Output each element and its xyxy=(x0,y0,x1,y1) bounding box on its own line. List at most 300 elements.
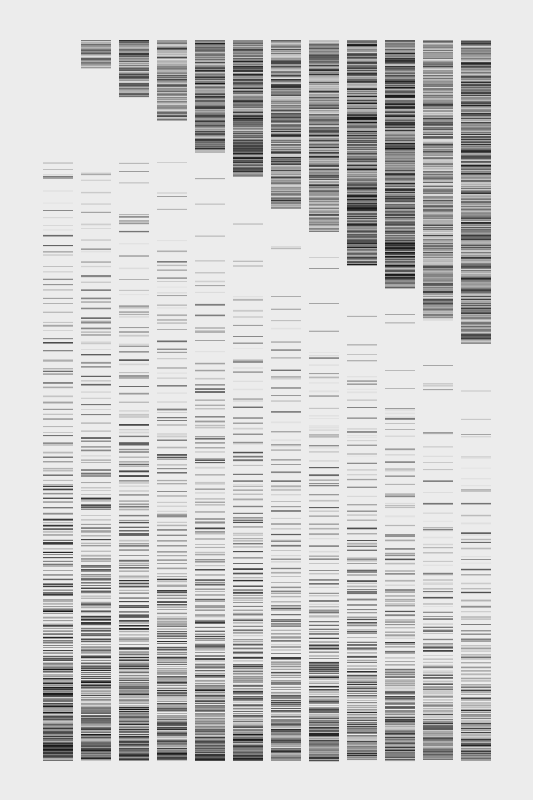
stripe xyxy=(385,760,415,761)
stripe xyxy=(461,757,491,758)
stripe xyxy=(309,538,339,539)
stripe xyxy=(423,76,453,77)
stripe xyxy=(119,60,149,61)
stripe xyxy=(385,99,415,100)
stripe xyxy=(43,746,73,747)
stripe xyxy=(271,349,301,350)
stripe xyxy=(271,602,301,603)
stripe xyxy=(43,565,73,566)
stripe xyxy=(119,749,149,750)
stripe xyxy=(81,676,111,677)
stripe xyxy=(309,213,339,214)
stripe xyxy=(233,668,263,669)
stripe xyxy=(233,130,263,131)
stripe xyxy=(347,445,377,446)
stripe xyxy=(347,119,377,120)
stripe xyxy=(347,205,377,206)
stripe xyxy=(385,171,415,172)
stripe xyxy=(157,420,187,421)
stripe xyxy=(119,290,149,291)
stripe xyxy=(43,507,73,508)
stripe xyxy=(385,87,415,88)
stripe xyxy=(271,672,301,674)
stripe xyxy=(309,600,339,602)
stripe xyxy=(195,569,225,570)
stripe xyxy=(423,561,453,562)
stripe xyxy=(119,45,149,46)
stripe xyxy=(461,80,491,81)
stripe xyxy=(423,275,453,276)
stripe xyxy=(385,217,415,218)
stripe xyxy=(423,744,453,745)
stripe xyxy=(233,590,263,591)
stripe xyxy=(271,136,301,137)
stripe xyxy=(195,82,225,83)
stripe xyxy=(461,195,491,196)
stripe xyxy=(423,216,453,217)
stripe xyxy=(271,717,301,718)
stripe xyxy=(157,680,187,681)
stripe xyxy=(423,193,453,194)
stripe xyxy=(461,317,491,318)
stripe xyxy=(119,567,149,568)
stripe xyxy=(271,704,301,706)
stripe xyxy=(385,44,415,45)
stripe xyxy=(423,205,453,206)
stripe xyxy=(423,160,453,161)
stripe xyxy=(385,58,415,59)
stripe xyxy=(347,722,377,723)
stripe xyxy=(195,607,225,609)
stripe xyxy=(385,139,415,140)
stripe xyxy=(119,88,149,89)
stripe xyxy=(157,251,187,253)
stripe xyxy=(423,78,453,79)
stripe xyxy=(43,601,73,602)
stripe xyxy=(43,592,73,594)
stripe xyxy=(271,180,301,181)
stripe xyxy=(385,683,415,685)
stripe xyxy=(461,670,491,672)
stripe xyxy=(385,620,415,621)
stripe xyxy=(195,73,225,74)
stripe xyxy=(81,474,111,476)
stripe xyxy=(385,75,415,76)
stripe xyxy=(195,140,225,141)
stripe xyxy=(81,729,111,730)
stripe xyxy=(233,540,263,541)
stripe xyxy=(271,633,301,635)
stripe xyxy=(195,544,225,545)
stripe xyxy=(423,574,453,575)
stripe xyxy=(81,342,111,344)
stripe xyxy=(461,216,491,217)
stripe xyxy=(271,541,301,542)
stripe xyxy=(81,688,111,689)
stripe xyxy=(119,520,149,521)
stripe xyxy=(385,52,415,53)
column-2-top-block xyxy=(81,40,111,68)
stripe xyxy=(233,606,263,607)
stripe xyxy=(385,710,415,711)
stripe xyxy=(233,577,263,578)
stripe xyxy=(309,507,339,508)
stripe xyxy=(157,57,187,58)
stripe xyxy=(461,206,491,207)
stripe xyxy=(119,61,149,62)
stripe xyxy=(385,183,415,184)
stripe xyxy=(309,729,339,730)
stripe xyxy=(347,660,377,662)
stripe xyxy=(43,685,73,687)
stripe xyxy=(271,138,301,139)
stripe xyxy=(423,143,453,144)
stripe xyxy=(271,187,301,188)
stripe xyxy=(157,601,187,603)
stripe xyxy=(119,78,149,79)
stripe xyxy=(309,760,339,762)
stripe xyxy=(119,693,149,695)
stripe xyxy=(461,340,491,341)
stripe xyxy=(461,646,491,647)
stripe xyxy=(119,307,149,308)
stripe xyxy=(347,729,377,730)
stripe xyxy=(461,759,491,760)
stripe xyxy=(347,738,377,739)
stripe xyxy=(157,758,187,759)
stripe xyxy=(385,252,415,253)
stripe xyxy=(347,742,377,743)
stripe xyxy=(119,79,149,80)
stripe xyxy=(271,695,301,697)
stripe xyxy=(81,225,111,226)
stripe xyxy=(119,461,149,462)
stripe xyxy=(195,427,225,429)
stripe xyxy=(195,50,225,51)
stripe xyxy=(271,73,301,74)
stripe xyxy=(119,470,149,472)
stripe xyxy=(119,614,149,616)
stripe xyxy=(43,642,73,644)
stripe xyxy=(385,219,415,220)
stripe xyxy=(195,610,225,611)
stripe xyxy=(347,258,377,259)
stripe xyxy=(43,590,73,591)
stripe xyxy=(385,646,415,647)
stripe xyxy=(423,218,453,219)
stripe xyxy=(309,52,339,53)
stripe xyxy=(43,338,73,339)
stripe xyxy=(271,201,301,202)
stripe xyxy=(233,717,263,718)
stripe xyxy=(309,80,339,81)
stripe xyxy=(347,625,377,627)
stripe xyxy=(119,740,149,741)
stripe xyxy=(385,128,415,129)
stripe xyxy=(309,115,339,116)
stripe xyxy=(423,96,453,97)
stripe xyxy=(195,147,225,148)
stripe xyxy=(385,737,415,738)
stripe xyxy=(385,685,415,686)
stripe xyxy=(461,314,491,315)
stripe xyxy=(81,713,111,714)
stripe xyxy=(43,729,73,730)
stripe xyxy=(195,677,225,678)
stripe xyxy=(347,58,377,59)
stripe xyxy=(309,631,339,632)
stripe xyxy=(461,147,491,148)
stripe xyxy=(347,251,377,252)
stripe xyxy=(81,555,111,557)
stripe xyxy=(309,125,339,126)
stripe xyxy=(43,522,73,523)
stripe xyxy=(461,44,491,45)
stripe xyxy=(233,82,263,83)
stripe xyxy=(119,720,149,722)
stripe xyxy=(271,131,301,132)
stripe xyxy=(43,717,73,718)
stripe xyxy=(195,728,225,729)
stripe xyxy=(195,523,225,524)
stripe xyxy=(461,271,491,272)
stripe xyxy=(423,113,453,114)
stripe xyxy=(43,266,73,267)
stripe xyxy=(157,638,187,639)
stripe xyxy=(309,646,339,647)
stripe xyxy=(347,87,377,88)
stripe xyxy=(347,716,377,717)
stripe xyxy=(195,740,225,742)
stripe xyxy=(233,367,263,369)
stripe xyxy=(119,601,149,602)
stripe xyxy=(195,204,225,205)
stripe xyxy=(233,723,263,724)
stripe xyxy=(81,392,111,393)
stripe xyxy=(157,329,187,330)
stripe xyxy=(81,708,111,709)
stripe xyxy=(271,160,301,161)
stripe xyxy=(461,205,491,206)
stripe xyxy=(385,281,415,282)
stripe xyxy=(81,60,111,61)
stripe xyxy=(309,666,339,668)
stripe xyxy=(309,755,339,756)
stripe xyxy=(195,292,225,293)
stripe xyxy=(461,258,491,259)
stripe xyxy=(309,170,339,171)
stripe xyxy=(81,462,111,463)
stripe xyxy=(309,179,339,180)
stripe xyxy=(423,74,453,75)
stripe xyxy=(81,317,111,318)
stripe xyxy=(423,70,453,71)
stripe xyxy=(385,468,415,469)
stripe xyxy=(461,128,491,129)
stripe xyxy=(347,540,377,541)
stripe xyxy=(43,633,73,635)
stripe xyxy=(461,542,491,543)
stripe xyxy=(195,118,225,119)
stripe xyxy=(385,688,415,689)
stripe xyxy=(309,158,339,160)
stripe xyxy=(423,109,453,110)
stripe xyxy=(271,175,301,176)
stripe xyxy=(461,118,491,119)
stripe xyxy=(423,725,453,727)
stripe xyxy=(43,640,73,641)
stripe xyxy=(271,179,301,180)
stripe xyxy=(43,557,73,558)
stripe xyxy=(385,657,415,658)
stripe xyxy=(423,135,453,136)
stripe xyxy=(81,737,111,738)
stripe xyxy=(461,82,491,83)
stripe xyxy=(309,53,339,54)
stripe xyxy=(81,759,111,760)
stripe xyxy=(309,700,339,702)
stripe xyxy=(271,144,301,145)
stripe xyxy=(461,67,491,68)
stripe xyxy=(271,644,301,645)
stripe xyxy=(43,689,73,690)
stripe xyxy=(81,592,111,593)
stripe xyxy=(385,134,415,135)
stripe xyxy=(271,84,301,85)
stripe xyxy=(423,165,453,166)
stripe xyxy=(157,692,187,693)
stripe xyxy=(423,750,453,751)
stripe xyxy=(157,270,187,271)
stripe xyxy=(385,757,415,758)
stripe xyxy=(157,713,187,714)
stripe xyxy=(423,462,453,463)
stripe xyxy=(233,480,263,481)
stripe xyxy=(43,747,73,748)
stripe xyxy=(195,522,225,523)
stripe xyxy=(385,730,415,732)
stripe xyxy=(195,47,225,48)
stripe xyxy=(461,743,491,745)
stripe xyxy=(271,528,301,529)
stripe xyxy=(119,76,149,78)
stripe xyxy=(385,226,415,227)
stripe xyxy=(461,160,491,161)
stripe xyxy=(423,299,453,300)
stripe xyxy=(43,736,73,737)
stripe xyxy=(347,360,377,361)
stripe xyxy=(81,487,111,488)
stripe xyxy=(43,271,73,272)
column-5 xyxy=(195,40,225,761)
stripe xyxy=(347,47,377,48)
stripe xyxy=(461,130,491,131)
stripe xyxy=(309,474,339,476)
stripe xyxy=(43,322,73,323)
stripe xyxy=(157,563,187,564)
stripe xyxy=(271,101,301,102)
stripe xyxy=(347,160,377,161)
stripe xyxy=(385,148,415,149)
stripe xyxy=(461,712,491,713)
stripe xyxy=(347,612,377,613)
stripe xyxy=(195,110,225,111)
stripe xyxy=(461,535,491,536)
stripe xyxy=(423,44,453,45)
stripe xyxy=(157,592,187,593)
stripe xyxy=(81,622,111,624)
stripe xyxy=(157,511,187,512)
stripe xyxy=(461,48,491,49)
stripe xyxy=(423,711,453,712)
stripe xyxy=(423,152,453,153)
stripe xyxy=(119,577,149,578)
stripe xyxy=(385,239,415,240)
stripe xyxy=(43,691,73,692)
stripe xyxy=(233,266,263,267)
stripe xyxy=(81,498,111,500)
stripe xyxy=(233,653,263,654)
stripe xyxy=(233,348,263,349)
stripe xyxy=(385,669,415,671)
stripe xyxy=(461,196,491,197)
stripe xyxy=(347,121,377,122)
stripe xyxy=(423,288,453,289)
stripe xyxy=(461,673,491,675)
stripe xyxy=(157,657,187,658)
stripe xyxy=(233,83,263,84)
stripe xyxy=(309,41,339,42)
stripe xyxy=(157,704,187,706)
stripe xyxy=(347,152,377,153)
stripe xyxy=(309,140,339,141)
stripe xyxy=(347,583,377,584)
stripe xyxy=(195,683,225,684)
stripe xyxy=(347,633,377,634)
stripe xyxy=(233,671,263,672)
stripe xyxy=(461,515,491,516)
stripe xyxy=(43,178,73,179)
stripe xyxy=(157,502,187,503)
stripe xyxy=(195,622,225,623)
stripe xyxy=(423,389,453,390)
stripe xyxy=(461,57,491,58)
stripe xyxy=(195,692,225,693)
stripe xyxy=(423,521,453,522)
stripe xyxy=(195,743,225,744)
stripe xyxy=(347,206,377,207)
stripe xyxy=(385,599,415,600)
stripe xyxy=(157,649,187,651)
stripe xyxy=(119,411,149,412)
stripe xyxy=(233,708,263,709)
stripe xyxy=(119,565,149,566)
stripe xyxy=(157,109,187,110)
stripe xyxy=(157,694,187,696)
stripe xyxy=(81,580,111,581)
stripe xyxy=(157,616,187,617)
stripe xyxy=(43,745,73,746)
stripe xyxy=(347,192,377,193)
stripe xyxy=(157,545,187,547)
stripe xyxy=(195,754,225,755)
stripe xyxy=(423,639,453,640)
stripe xyxy=(195,724,225,725)
stripe xyxy=(81,751,111,752)
stripe xyxy=(347,197,377,198)
stripe xyxy=(385,117,415,118)
stripe xyxy=(119,442,149,444)
